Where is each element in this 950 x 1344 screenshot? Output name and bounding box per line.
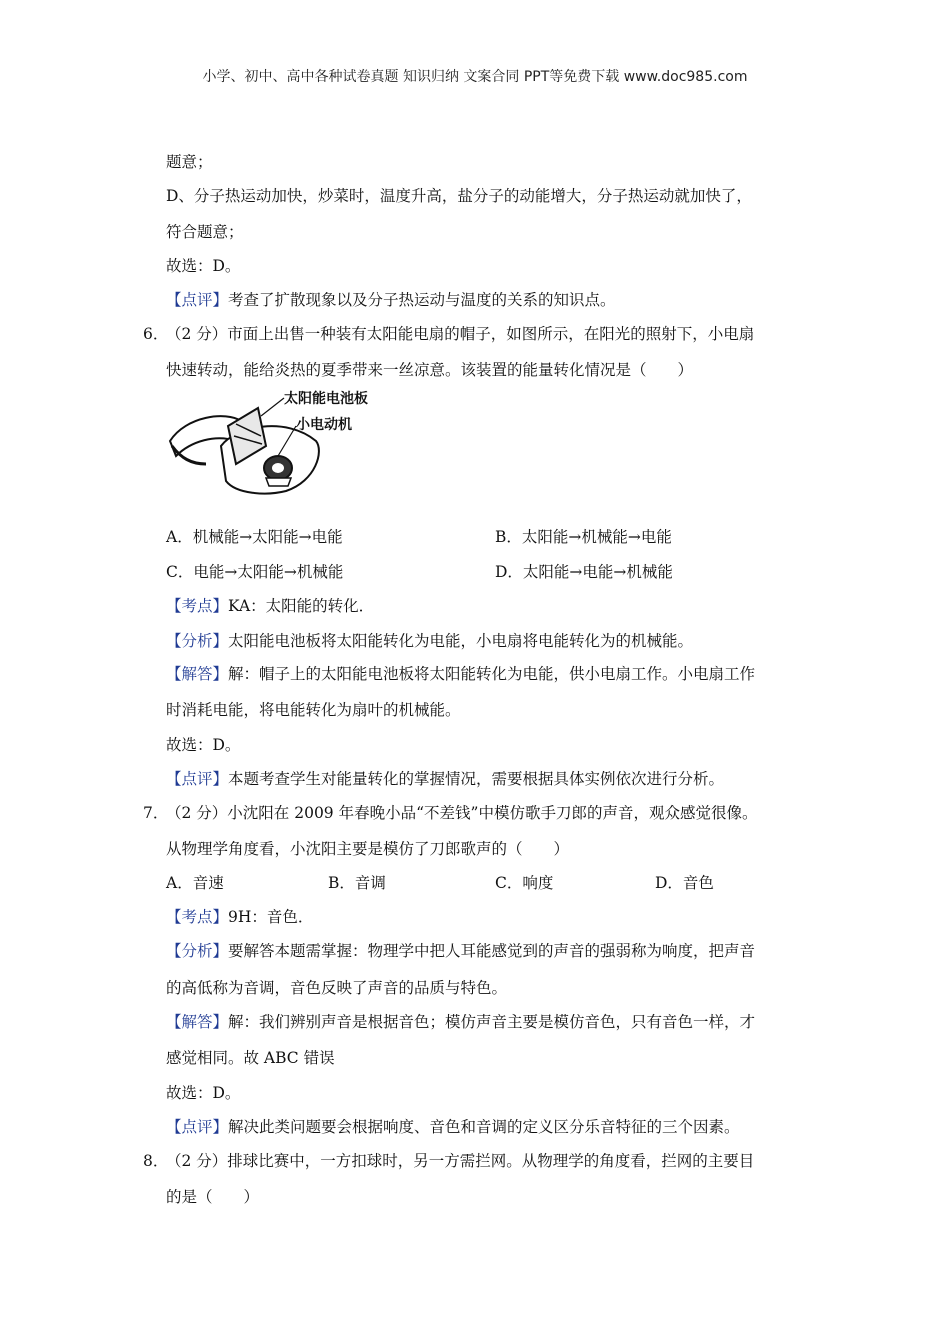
q8-stem-line2: 的是（ ） [166, 1188, 260, 1206]
question-number: 6． [143, 325, 169, 343]
q8-stem-line1: （2 分）排球比赛中，一方扣球时，另一方需拦网。从物理学的角度看，拦网的主要目 [166, 1152, 755, 1170]
solar-panel-label: 太阳能电池板 [284, 391, 368, 407]
q6-answer: 故选：D。 [166, 736, 241, 754]
q6-option-c: C．电能→太阳能→机械能 [166, 563, 344, 581]
q6-solution-line1 [166, 662, 755, 684]
analysis-text: 太阳能电池板将太阳能转化为电能，小电扇将电能转化为的机械能。 [228, 632, 694, 650]
analysis-tag: 【分析】 [166, 942, 229, 960]
point-tag: 【考点】 [166, 908, 229, 926]
q7-option-c: C．响度 [495, 874, 554, 892]
q7-answer: 故选：D。 [166, 1084, 241, 1102]
comment-text: 考查了扩散现象以及分子热运动与温度的关系的知识点。 [228, 291, 616, 309]
q7-solution-line1 [166, 1010, 755, 1032]
page-header: 小学、初中、高中各种试卷真题 知识归纳 文案合同 PPT等免费下载 www.doc985.com [202, 69, 748, 85]
q6-solution-line2: 时消耗电能，将电能转化为扇叶的机械能。 [166, 701, 461, 719]
comment-tag: 【点评】 [166, 770, 229, 788]
analysis-text: 要解答本题需掌握：物理学中把人耳能感觉到的声音的强弱称为响度，把声音 [228, 942, 756, 960]
solution-tag: 【解答】 [166, 1013, 229, 1031]
q5-answer: 故选：D。 [166, 257, 241, 275]
q7-solution-line2: 感觉相同。故 ABC 错误 [166, 1049, 335, 1067]
q6-option-a: A．机械能→太阳能→电能 [166, 528, 343, 546]
comment-tag: 【点评】 [166, 291, 229, 309]
q7-option-d: D．音色 [655, 874, 714, 892]
q6-stem-line2: 快速转动，能给炎热的夏季带来一丝凉意。该装置的能量转化情况是（ ） [166, 361, 694, 379]
q6-analysis [166, 629, 693, 651]
comment-tag: 【点评】 [166, 1118, 229, 1136]
q7-option-a: A．音速 [166, 874, 224, 892]
q7-stem-line2: 从物理学角度看，小沈阳主要是模仿了刀郎歌声的（ ） [166, 840, 570, 858]
solution-text: 解：我们辨别声音是根据音色；模仿声音主要是模仿音色，只有音色一样，才 [228, 1013, 756, 1031]
solution-tag: 【解答】 [166, 665, 229, 683]
point-text: KA：太阳能的转化． [228, 597, 375, 615]
point-tag: 【考点】 [166, 597, 229, 615]
q6-comment [166, 767, 724, 789]
q6-option-b: B．太阳能→机械能→电能 [495, 528, 672, 546]
q7-stem-line1: （2 分）小沈阳在 2009 年春晚小品“不差钱”中模仿歌手刀郎的声音，观众感觉很像。 [166, 804, 758, 822]
q7-analysis-line2: 的高低称为音调，音色反映了声音的品质与特色。 [166, 979, 508, 997]
question-number: 7． [143, 804, 169, 822]
q6-option-d: D．太阳能→电能→机械能 [495, 563, 673, 581]
solution-text: 解：帽子上的太阳能电池板将太阳能转化为电能，供小电扇工作。小电扇工作 [228, 665, 756, 683]
q7-analysis-line1 [166, 939, 755, 961]
q5-option-d-explanation: D、分子热运动加快，炒菜时，温度升高，盐分子的动能增大，分子热运动就加快了， [166, 187, 752, 205]
point-text: 9H：音色． [228, 908, 314, 926]
question-number: 8． [143, 1152, 169, 1170]
q6-stem-line1: （2 分）市面上出售一种装有太阳能电扇的帽子，如图所示，在阳光的照射下，小电扇 [166, 325, 755, 343]
comment-text: 本题考查学生对能量转化的掌握情况，需要根据具体实例依次进行分析。 [228, 770, 725, 788]
q7-point [166, 905, 313, 927]
q5-comment [166, 288, 616, 310]
solar-fan-hat-figure [166, 386, 376, 496]
motor-label: 小电动机 [296, 417, 352, 433]
q5-text-line: 题意； [166, 153, 213, 171]
q5-text-line: 符合题意； [166, 223, 244, 241]
q7-option-b: B．音调 [328, 874, 386, 892]
q6-point [166, 594, 374, 616]
analysis-tag: 【分析】 [166, 632, 229, 650]
q7-comment [166, 1115, 740, 1137]
comment-text: 解决此类问题要会根据响度、音色和音调的定义区分乐音特征的三个因素。 [228, 1118, 740, 1136]
